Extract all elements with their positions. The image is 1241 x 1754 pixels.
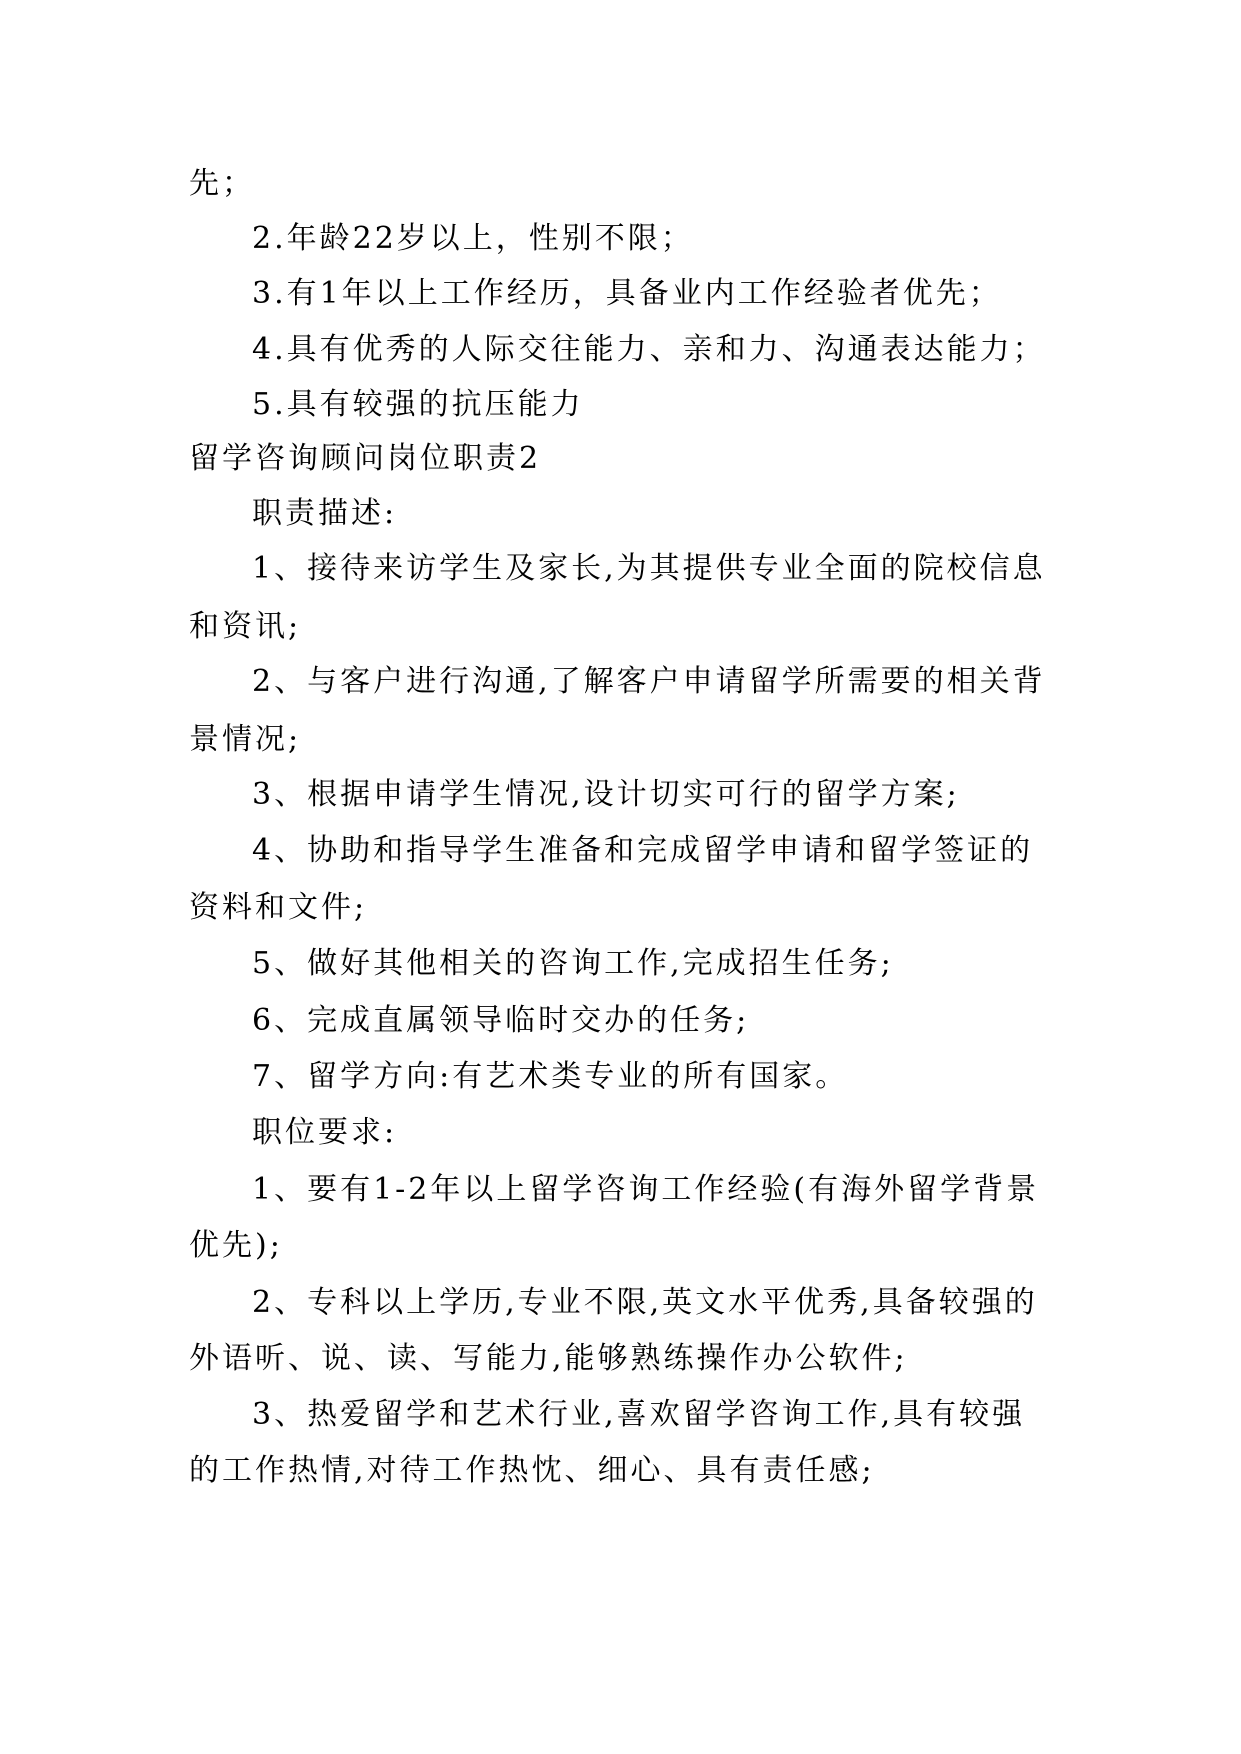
duty-item-1: 1、接待来访学生及家长,为其提供专业全面的院校信息 <box>252 551 1046 586</box>
section-heading: 留学咨询顾问岗位职责2 <box>189 441 542 476</box>
text-line: 外语听、说、读、写能力,能够熟练操作办公软件; <box>189 1341 908 1376</box>
requirement-item-3: 3.有1年以上工作经历，具备业内工作经验者优先； <box>252 276 1002 311</box>
duty-item-4: 4、协助和指导学生准备和完成留学申请和留学签证的 <box>252 833 1034 868</box>
text-line: 的工作热情,对待工作热忱、细心、具有责任感; <box>189 1453 875 1488</box>
subheading-duties: 职责描述: <box>252 496 398 531</box>
text-line: 景情况; <box>189 722 302 757</box>
duty-item-3: 3、根据申请学生情况,设计切实可行的留学方案; <box>252 777 960 812</box>
text-line: 先； <box>189 166 255 201</box>
duty-item-5: 5、做好其他相关的咨询工作,完成招生任务; <box>252 946 894 981</box>
job-requirement-item-1: 1、要有1-2年以上留学咨询工作经验(有海外留学背景 <box>252 1172 1040 1207</box>
subheading-requirements: 职位要求: <box>252 1115 398 1150</box>
requirement-item-2: 2.年龄22岁以上，性别不限； <box>252 221 694 256</box>
text-line: 和资讯; <box>189 609 302 644</box>
requirement-item-5: 5.具有较强的抗压能力 <box>252 387 584 422</box>
text-line: 资料和文件; <box>189 890 368 925</box>
job-requirement-item-3: 3、热爱留学和艺术行业,喜欢留学咨询工作,具有较强 <box>252 1397 1026 1432</box>
duty-item-7: 7、留学方向:有艺术类专业的所有国家。 <box>252 1059 849 1094</box>
job-requirement-item-2: 2、专科以上学历,专业不限,英文水平优秀,具备较强的 <box>252 1285 1038 1320</box>
duty-item-6: 6、完成直属领导临时交办的任务; <box>252 1003 750 1038</box>
duty-item-2: 2、与客户进行沟通,了解客户申请留学所需要的相关背 <box>252 664 1046 699</box>
text-line: 优先); <box>189 1228 283 1263</box>
requirement-item-4: 4.具有优秀的人际交往能力、亲和力、沟通表达能力； <box>252 332 1046 367</box>
